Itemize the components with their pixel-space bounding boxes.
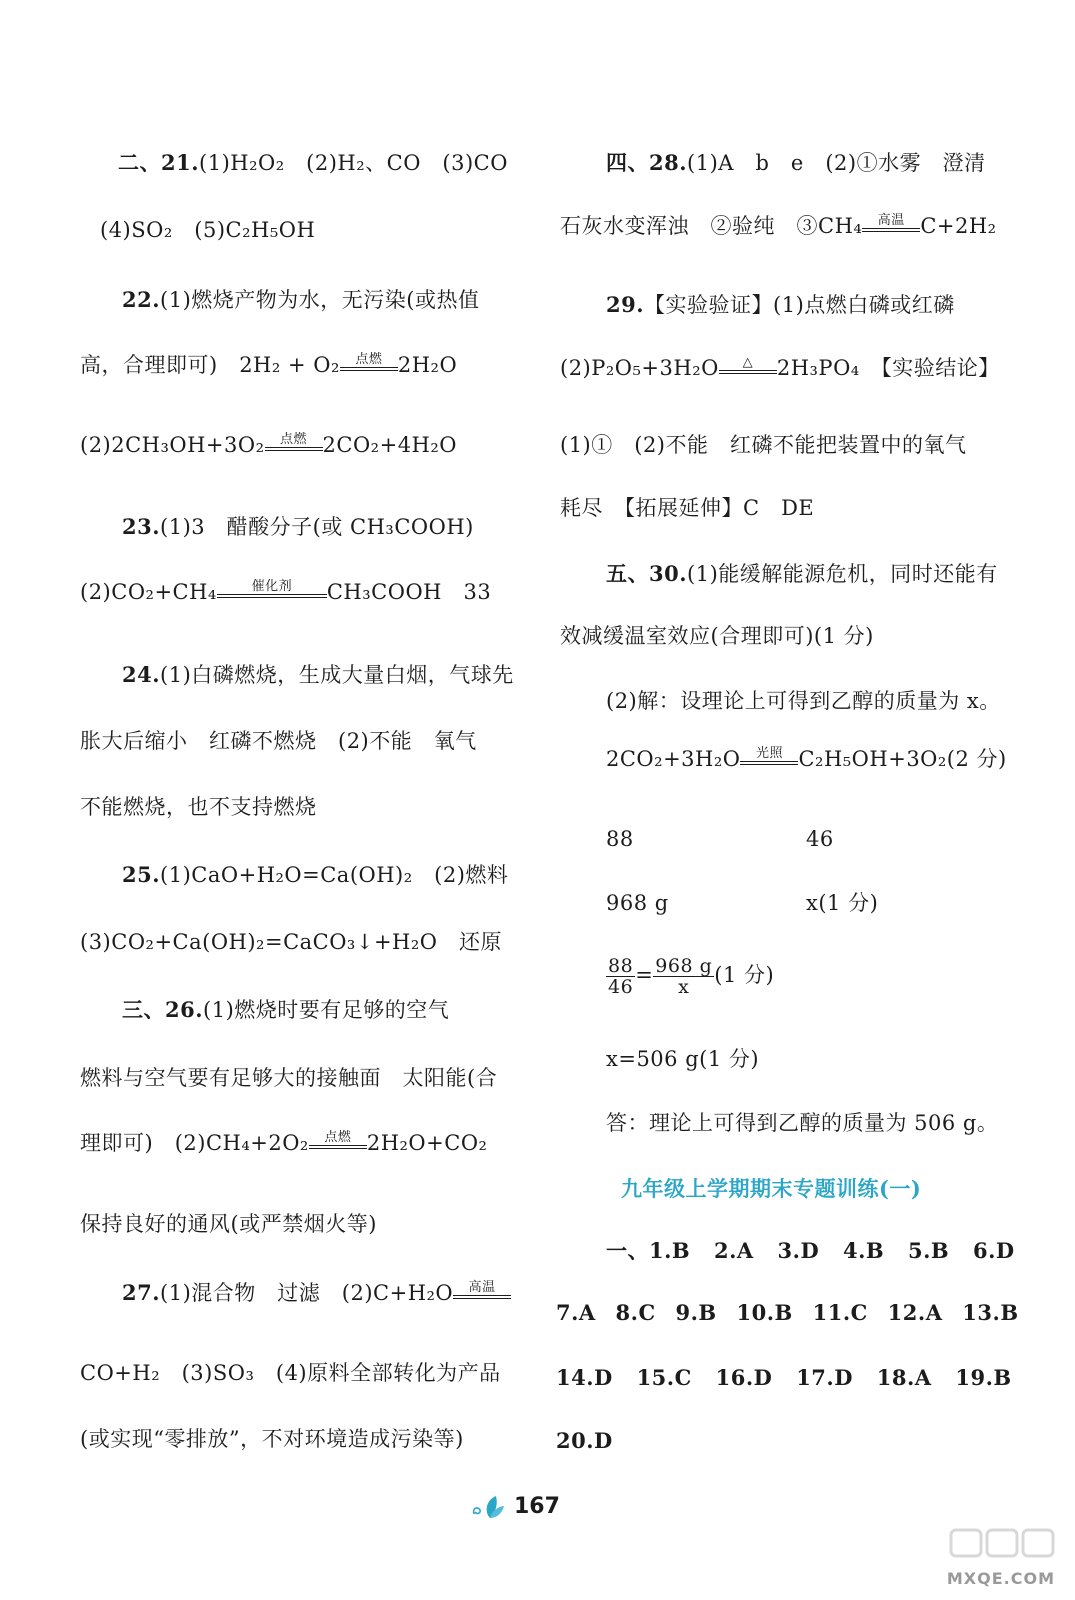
reaction-arrow: [309, 1131, 367, 1156]
answer-item: 11.C: [812, 1300, 868, 1325]
watermark-text: MXQE.COM: [946, 1569, 1055, 1588]
reaction-condition: 高温: [468, 1280, 496, 1295]
answer-text: (1)A b e (2)①水雾 澄清: [687, 151, 986, 175]
answer-27: [122, 1280, 511, 1306]
answer-text: (1)CaO+H₂O=Ca(OH)₂ (2)燃料: [160, 863, 509, 887]
answer-item: 14.D: [556, 1365, 613, 1390]
answer-text: (1)能缓解能源危机，同时还能有: [687, 562, 998, 586]
reaction-condition: △: [742, 355, 754, 370]
answer-item: 9.B: [675, 1300, 717, 1325]
reaction-condition: 催化剂: [251, 579, 293, 594]
answer-23-equation: [80, 579, 491, 605]
equation-right: 2H₂O: [397, 353, 458, 377]
answer-text: (1)白磷燃烧，生成大量白烟，气球先: [160, 663, 514, 687]
answer-row-2: [556, 1300, 1019, 1326]
answer-item: 13.B: [962, 1300, 1019, 1325]
answer-text: (1)混合物 过滤 (2)C+H₂O: [160, 1281, 454, 1305]
section-heading: 九年级上学期期末专题训练(一): [621, 1176, 922, 1201]
mass-ratio-row: [606, 826, 634, 852]
equation-left: (2)P₂O₅+3H₂O: [560, 356, 719, 380]
equation-left: 高，合理即可) 2H₂ + O₂: [80, 353, 340, 377]
leaf-logo-icon: [470, 1492, 506, 1522]
reaction-condition: 点燃: [280, 432, 308, 447]
score-note: (1 分): [714, 963, 775, 987]
answer-item: 12.A: [887, 1300, 943, 1325]
answer-26-cont-2: 保持良好的通风(或严禁烟火等): [80, 1212, 377, 1236]
equation-right: C₂H₅OH+3O₂(2 分): [798, 747, 1007, 771]
reaction-condition: 光照: [755, 746, 783, 761]
answer-29-cont-1: (1)① (2)不能 红磷不能把装置中的氧气: [560, 433, 967, 457]
equation-right: 2H₃PO₄ 【实验结论】: [776, 356, 1000, 380]
answer-28: [606, 150, 986, 176]
equation-left: 2CO₂+3H₂O: [606, 747, 741, 771]
answer-text: (1)H₂O₂ (2)H₂、CO (3)CO: [199, 151, 508, 175]
answer-item: 19.B: [955, 1365, 1012, 1390]
answer-item: 4.B: [842, 1238, 885, 1263]
answer-item: 8.C: [615, 1300, 656, 1325]
question-number: 24.: [122, 662, 161, 687]
question-number: 29.: [606, 292, 645, 317]
reaction-arrow: [740, 747, 798, 772]
question-number: 22.: [122, 287, 161, 312]
answer-29-cont-2: 耗尽 【拓展延伸】C DE: [560, 496, 815, 520]
mass-unknown-row: [806, 890, 878, 916]
proportion-equation: $\frac{88}{46}$ = $\frac{968 g}{x}$ (1 分): [608, 955, 775, 998]
answer-item: 17.D: [796, 1365, 853, 1390]
answer-24-cont-1: 胀大后缩小 红磷不燃烧 (2)不能 氧气: [80, 729, 477, 753]
answer-item: 3.D: [777, 1238, 820, 1263]
answer-item: 20.D: [556, 1428, 613, 1453]
answer-item: 10.B: [736, 1300, 793, 1325]
question-number: 27.: [122, 1280, 161, 1305]
question-number: 四、28.: [606, 150, 688, 175]
answer-30-cont-1: 效减缓温室效应(合理即可)(1 分): [560, 624, 874, 648]
question-number: 23.: [122, 514, 161, 539]
answer-item: 一、1.B: [606, 1238, 691, 1263]
equation-right: CH₃COOH 33: [326, 580, 492, 604]
answer-text: (1)燃烧产物为水，无污染(或热值: [160, 288, 480, 312]
answer-24-cont-2: 不能燃烧，也不支持燃烧: [80, 795, 317, 819]
molar-mass-ethanol: 46: [806, 827, 834, 851]
answer-item: 18.A: [876, 1365, 932, 1390]
answer-27-cont-1: CO+H₂ (3)SO₃ (4)原料全部转化为产品: [80, 1361, 501, 1385]
reaction-arrow: [217, 580, 327, 605]
answer-25-cont: (3)CO₂+Ca(OH)₂=CaCO₃↓+H₂O 还原: [80, 930, 502, 954]
reaction-condition: 点燃: [324, 1130, 352, 1145]
answer-27-cont-2: (或实现“零排放”，不对环境造成污染等): [80, 1427, 464, 1451]
answer-item: 7.A: [556, 1300, 596, 1325]
answer-item: 2.A: [714, 1238, 754, 1263]
answer-30-cont-2: (2)解：设理论上可得到乙醇的质量为 x。: [606, 689, 1001, 713]
answer-text: (1)3 醋酸分子(或 CH₃COOH): [160, 515, 474, 539]
answer-29: [606, 292, 955, 318]
equation-right: C+2H₂: [920, 214, 997, 238]
answer-text: (1)燃烧时要有足够的空气: [203, 998, 450, 1022]
equation-left: 理即可) (2)CH₄+2O₂: [80, 1131, 309, 1155]
page-number: 167: [514, 1494, 560, 1519]
answer-item: 15.C: [636, 1365, 692, 1390]
answer-25: [122, 862, 508, 888]
answer-row-1: [606, 1238, 1015, 1264]
answer-text: 【实验验证】(1)点燃白磷或红磷: [644, 293, 955, 317]
question-number: 二、21.: [118, 150, 200, 175]
reaction-arrow: [340, 353, 398, 378]
answer-26: [122, 997, 449, 1023]
mass-ratio-row-2: [806, 826, 834, 852]
answer-24: [122, 662, 514, 688]
molar-mass-co2: 88: [606, 827, 634, 851]
answer-22-equation-2: [80, 432, 457, 458]
answer-item: 6.D: [972, 1238, 1015, 1263]
answer-30-conclusion: 答：理论上可得到乙醇的质量为 506 g。: [606, 1111, 999, 1135]
answer-22: [122, 287, 480, 313]
reaction-condition: 点燃: [355, 352, 383, 367]
reaction-arrow: [265, 433, 323, 458]
answer-28-equation: [560, 213, 997, 239]
reaction-arrow: [453, 1281, 511, 1306]
answer-30-result: x=506 g(1 分): [606, 1047, 760, 1071]
answer-row-3: [556, 1365, 1012, 1391]
fraction-left: $\frac{88}{46}$: [608, 955, 634, 998]
mass-unknown: x(1 分): [806, 891, 879, 915]
answer-item: 5.B: [907, 1238, 950, 1263]
equation-left: (2)2CH₃OH+3O₂: [80, 433, 265, 457]
answer-21: [118, 150, 508, 176]
answer-26-equation: [80, 1130, 487, 1156]
fraction-right: $\frac{968 g}{x}$: [655, 955, 713, 998]
mass-given: 968 g: [606, 891, 669, 915]
answer-29-equation: [560, 355, 1000, 381]
answer-30-equation: [606, 746, 1007, 772]
question-number: 三、26.: [122, 997, 204, 1022]
answer-22-equation-1: [80, 352, 457, 378]
reaction-arrow: [862, 214, 920, 239]
answer-row-4: [556, 1428, 613, 1454]
question-number: 25.: [122, 862, 161, 887]
equation-right: 2CO₂+4H₂O: [322, 433, 457, 457]
reaction-condition: 高温: [877, 213, 905, 228]
answer-23: [122, 514, 474, 540]
equation-left: (2)CO₂+CH₄: [80, 580, 217, 604]
mass-given-row: [606, 890, 669, 916]
answer-21-cont: (4)SO₂ (5)C₂H₅OH: [100, 218, 316, 242]
answer-26-cont-1: 燃料与空气要有足够大的接触面 太阳能(合: [80, 1066, 498, 1090]
question-number: 五、30.: [606, 561, 688, 586]
equation-left: 石灰水变浑浊 ②验纯 ③CH₄: [560, 214, 863, 238]
answer-30: [606, 561, 998, 587]
equation-right: 2H₂O+CO₂: [366, 1131, 488, 1155]
answer-item: 16.D: [715, 1365, 773, 1390]
reaction-arrow: [719, 356, 777, 381]
